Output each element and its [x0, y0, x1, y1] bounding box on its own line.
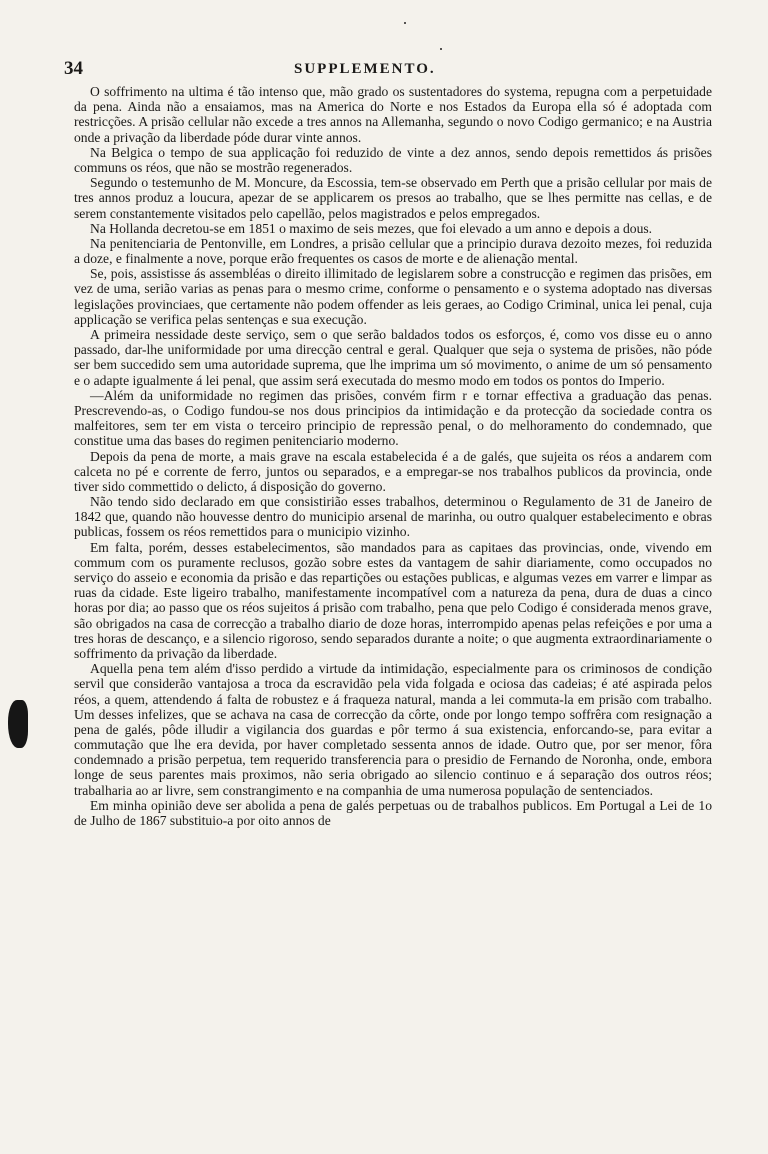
paragraph: A primeira nessidade deste serviço, sem o que serão baldados todos os esforços, é, como vos disse eu o anno passado, dar-lhe uniformidade por uma direcção central e geral. Qualquer que seja o systema de prisões, não póde ser bem succedido sem uma autoridade suprema, que lhe imprima um só movimento, o anime de um só pensamento e o adapte igualmente á lei penal, que assim será executada do mesmo modo em todos os pontos do Imperio. — [74, 327, 712, 388]
paragraph: Na Belgica o tempo de sua applicação foi reduzido de vinte a dez annos, sendo depois remettidos ás prisões communs os réos, que não se mostrão regenerados. — [74, 144, 712, 175]
body-text — [74, 84, 712, 828]
paragraph: —Além da uniformidade no regimen das prisões, convém firm r e tornar effectiva a graduação das penas. Prescrevendo-as, o Codigo fundou-se nos dous principios da intimidação e da protecção da sociedade contra os malfeitores, sem ter em vista o terceiro principio de repressão penal, o do melhoramento do condemnado, que constitue uma das bases do regimen penitenciario moderno. — [74, 387, 712, 449]
speck — [440, 48, 442, 50]
paragraph: Em minha opinião deve ser abolida a pena de galés perpetuas ou de trabalhos publicos. Em Portugal a Lei de 1o de Julho de 1867 substituio-a por oito annos de — [74, 797, 712, 828]
paragraph: Não tendo sido declarado em que consistirião esses trabalhos, determinou o Regulamento de 31 de Janeiro de 1842 que, quando não houvesse dentro do municipio arsenal de marinha, ou outro qualquer estabelecimento e obras publicas, fossem os réos remettidos para o municipio vizinho. — [74, 494, 712, 540]
paragraph: Na Hollanda decretou-se em 1851 o maximo de seis mezes, que foi elevado a um anno e depois a dous. — [90, 220, 653, 236]
paragraph: Em falta, porém, desses estabelecimentos, são mandados para as capitaes das provincias, onde, vivendo em commum com os puramente reclusos, gozão sobre estes da vantagem de sahir diariamente, como occupados no serviço do asseio e economia da prisão e das repartições ou estações publicas, e algumas vezes em varrer e limpar as ruas da cidade. Este ligeiro trabalho, manifestamente incompatível com a natureza da pena, dura de duas a cinco horas por dia; ao passo que os réos sujeitos á prisão com trabalho, pena que pelo Codigo é considerada menos grave, são obrigados na casa de correcção a trabalho diario de doze horas, interrompido apenas pelas refeições e por uma a tres horas de descanço, e a silencio rigoroso, sendo separados durante a noite; o que augmenta extraordinariamente o soffrimento da privação da liberdade. — [74, 539, 712, 661]
paragraph: Se, pois, assistisse ás assembléas o direito illimitado de legislarem sobre a construcção e regimen das prisões, em vez de uma, serião varias as penas para o mesmo crime, conforme o pensamento e o systema adoptado nas diversas legislações provinciaes, que certamente não podem offender as leis geraes, ao Codigo Criminal, unica lei penal, cuja applicação se verifica pelas sentenças e sua execução. — [74, 266, 712, 327]
paragraph: Na penitenciaria de Pentonville, em Londres, a prisão cellular que a principio durava dezoito mezes, foi reduzida a doze, e finalmente a nove, porque erão frequentes os casos de morte e de alienação mental. — [74, 235, 712, 267]
page-number: 34 — [64, 58, 83, 79]
scan-artifact — [8, 700, 28, 748]
paragraph: Segundo o testemunho de M. Moncure, da Escossia, tem-se observado em Perth que a prisão cellular por mais de tres annos produz a loucura, apezar de se applicarem os presos ao trabalho, que se lhes permitte nas cellas, e de serem constantemente visitados pelo capellão, pelos magistrados e pelos empregados. — [74, 175, 712, 221]
page-header — [64, 58, 704, 80]
running-title: SUPPLEMENTO. — [294, 61, 436, 77]
paragraph: O soffrimento na ultima é tão intenso que, mão grado os sustentadores do systema, repugna com a perpetuidade da pena. Ainda não a ensaiamos, mas na America do Norte e nos Estados da Europa ella só é adoptada com restricções. A prisão cellular não excede a tres annos na Allemanha, segundo o novo Codigo germanico; e na Austria onde a privação da liberdade póde durar vinte annos. — [74, 84, 712, 145]
speck — [404, 22, 406, 24]
paragraph: Aquella pena tem além d'isso perdido a virtude da intimidação, especialmente para os criminosos de condição servil que considerão vantajosa a troca da escravidão pela vida folgada e ociosa das cadeias; é até aspirada pelos réos, a quem, attendendo á falta de robustez e á fraqueza natural, manda a lei commuta-la em prisão com trabalho. Um desses infelizes, que se achava na casa de correcção da côrte, onde por longo tempo soffrêra com resignação a pena de galés, pôde illudir a vigilancia dos guardas e pôr termo á sua existencia, enforcando-se, para evitar a commutação que lhe era devida, por haver completado sessenta annos de idade. Outro que, por ser menor, fôra condemnado a prisão perpetua, tem requerido transferencia para o presidio de Fernando de Noronha, onde, embora longe de seus parentes mais proximos, não seria obrigado ao silencio continuo e á separação dos outros réos; trabalharia ao ar livre, sem constrangimento e na companhia de uma numerosa população de sentenciados. — [74, 661, 712, 798]
paragraph: Depois da pena de morte, a mais grave na escala estabelecida é a de galés, que sujeita os réos a andarem com calceta no pé e corrente de ferro, juntos ou separados, e a empregar-se nos trabalhos publicos da provincia, onde tiver sido commettido o delicto, á disposição do governo. — [74, 448, 712, 494]
